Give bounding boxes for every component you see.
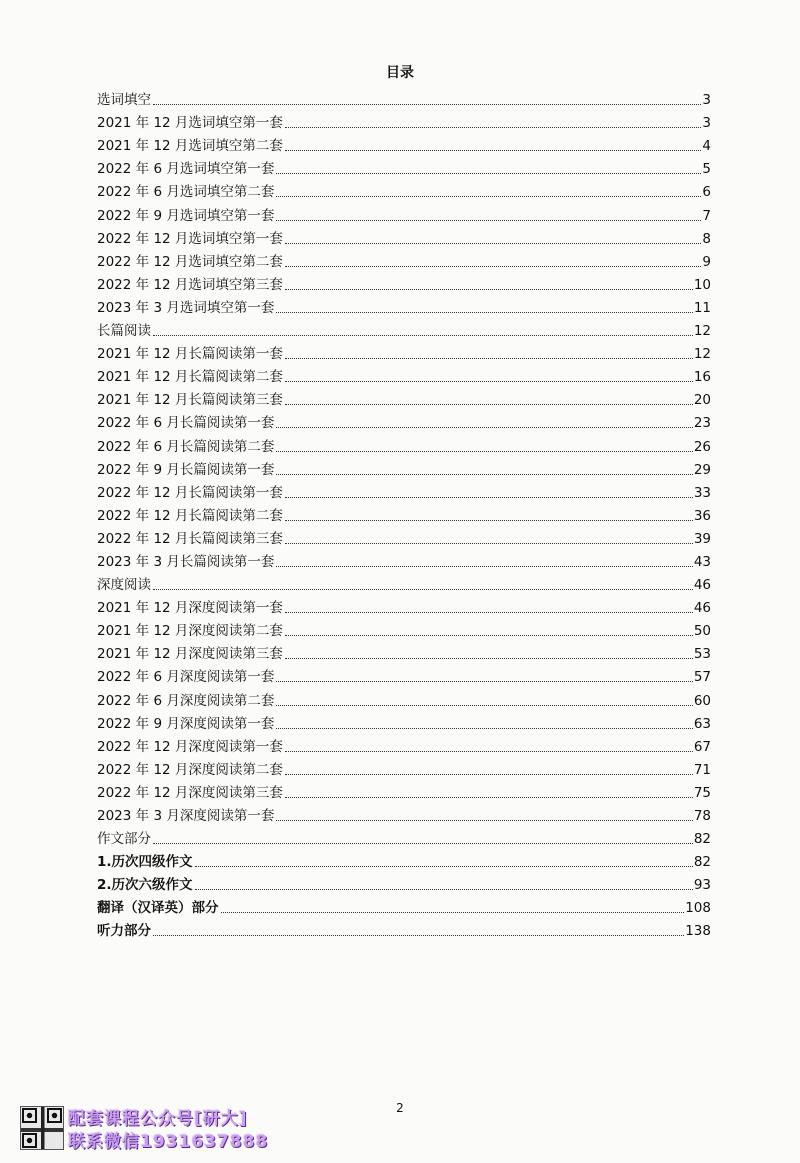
toc-dot-leader: [285, 497, 693, 498]
toc-entry[interactable]: [97, 432, 711, 455]
toc-entry-page: 36: [693, 507, 711, 524]
promo-line-1: 配套课程公众号[研大]: [68, 1109, 248, 1129]
toc-entry-label: 2021 年 12 月长篇阅读第二套: [97, 369, 283, 386]
toc-entry[interactable]: [97, 248, 711, 271]
toc-dot-leader: [285, 358, 693, 359]
toc-dot-leader: [276, 451, 692, 452]
toc-dot-leader: [285, 774, 693, 775]
toc-entry[interactable]: [97, 525, 711, 548]
toc-entry-label: 2022 年 12 月选词填空第二套: [97, 253, 283, 270]
toc-entry-page: 78: [693, 808, 711, 824]
toc-entry-label: 2022 年 12 月长篇阅读第三套: [97, 530, 283, 547]
toc-dot-leader: [285, 543, 693, 544]
toc-dot-leader: [276, 681, 692, 682]
toc-entry[interactable]: [97, 894, 711, 917]
toc-entry[interactable]: [97, 617, 711, 640]
toc-entry-page: 8: [702, 230, 711, 247]
toc-entry-page: 46: [693, 600, 711, 617]
toc-entry-label: 翻译（汉译英）部分: [97, 900, 219, 917]
toc-entry-page: 23: [693, 415, 711, 432]
toc-entry-page: 16: [693, 369, 711, 386]
toc-entry-page: 60: [693, 692, 711, 709]
toc-entry[interactable]: [97, 779, 711, 802]
toc-entry[interactable]: [97, 686, 711, 709]
toc-dot-leader: [285, 150, 701, 151]
toc-entry-label: 2022 年 6 月选词填空第一套: [97, 161, 275, 178]
toc-entry[interactable]: [97, 756, 711, 779]
toc-dot-leader: [276, 705, 692, 706]
toc-entry[interactable]: [97, 109, 711, 132]
toc-entry-page: 26: [693, 438, 711, 455]
toc-dot-leader: [276, 173, 701, 174]
toc-entry[interactable]: [97, 155, 711, 178]
toc-dot-leader: [285, 404, 693, 405]
toc-dot-leader: [276, 196, 701, 197]
toc-entry-label: 2022 年 6 月长篇阅读第一套: [97, 415, 275, 432]
toc-entry[interactable]: [97, 409, 711, 432]
toc-entry-label: 听力部分: [97, 923, 151, 940]
toc-entry-page: 4: [702, 138, 711, 155]
toc-entry-page: 63: [693, 715, 711, 732]
toc-dot-leader: [285, 289, 693, 290]
toc-dot-leader: [153, 843, 693, 844]
toc-entry-label: 深度阅读: [97, 577, 151, 594]
toc-entry-label: 2021 年 12 月长篇阅读第三套: [97, 392, 283, 409]
toc-entry-label: 选词填空: [97, 92, 151, 109]
toc-dot-leader: [285, 612, 693, 613]
toc-entry[interactable]: [97, 271, 711, 294]
toc-entry[interactable]: [97, 917, 711, 940]
toc-dot-leader: [276, 474, 692, 475]
toc-dot-leader: [153, 335, 693, 336]
toc-entry-label: 2022 年 12 月深度阅读第一套: [97, 738, 283, 755]
toc-dot-leader: [285, 127, 701, 128]
toc-entry[interactable]: [97, 640, 711, 663]
toc-title: 目录: [386, 65, 414, 81]
toc-entry-page: 43: [693, 553, 711, 570]
toc-entry[interactable]: [97, 710, 711, 733]
toc-entry-page: 20: [693, 392, 711, 409]
toc-dot-leader: [221, 912, 685, 913]
toc-dot-leader: [285, 751, 693, 752]
toc-entry-page: 93: [693, 877, 711, 894]
toc-entry[interactable]: [97, 502, 711, 525]
toc-entry-page: 9: [702, 253, 711, 270]
toc-entry-label: 2021 年 12 月选词填空第二套: [97, 138, 283, 155]
toc-entry-page: 82: [693, 854, 711, 871]
toc-entry-page: 67: [693, 738, 711, 755]
toc-entry-label: 2022 年 6 月深度阅读第一套: [97, 669, 275, 686]
toc-entry[interactable]: [97, 294, 711, 317]
toc-entry-label: 2022 年 12 月深度阅读第三套: [97, 784, 283, 801]
toc-entry-page: 33: [693, 484, 711, 501]
toc-entry[interactable]: [97, 733, 711, 756]
toc-dot-leader: [285, 658, 693, 659]
toc-entry-page: 12: [693, 323, 711, 340]
toc-entry-label: 2022 年 12 月深度阅读第二套: [97, 761, 283, 778]
toc-entry[interactable]: [97, 363, 711, 386]
toc-entry[interactable]: [97, 548, 711, 571]
toc-entry[interactable]: [97, 201, 711, 224]
toc-entry-label: 2.历次六级作文: [97, 877, 193, 894]
toc-dot-leader: [285, 635, 693, 636]
toc-dot-leader: [276, 566, 692, 567]
toc-entry[interactable]: [97, 594, 711, 617]
toc-entry[interactable]: [97, 86, 711, 109]
toc-entry-page: 7: [702, 207, 711, 224]
toc-entry-page: 71: [693, 761, 711, 778]
toc-entry-label: 2023 年 3 月选词填空第一套: [97, 299, 275, 316]
toc-dot-leader: [153, 589, 693, 590]
toc-dot-leader: [276, 312, 692, 313]
toc-entry[interactable]: [97, 479, 711, 502]
page-number: 2: [396, 1101, 404, 1115]
toc-entry-page: 12: [693, 346, 711, 363]
toc-entry[interactable]: [97, 456, 711, 479]
toc-entry-page: 3: [702, 115, 711, 132]
toc-dot-leader: [285, 266, 701, 267]
toc-dot-leader: [195, 866, 693, 867]
toc-entry[interactable]: [97, 178, 711, 201]
toc-entry-page: 29: [693, 461, 711, 478]
toc-entry-page: 138: [685, 923, 711, 940]
toc-dot-leader: [153, 104, 701, 105]
toc-dot-leader: [285, 381, 693, 382]
toc-entry-label: 2022 年 12 月长篇阅读第二套: [97, 507, 283, 524]
footer-watermark: [20, 1104, 320, 1154]
toc-entry-label: 作文部分: [97, 831, 151, 848]
toc-entry-page: 3: [702, 92, 711, 109]
toc-dot-leader: [153, 935, 684, 936]
toc-entry-page: 50: [693, 623, 711, 640]
toc-entry-label: 2023 年 3 月深度阅读第一套: [97, 808, 275, 824]
toc-entry[interactable]: [97, 825, 711, 848]
toc-entry-page: 75: [693, 784, 711, 801]
toc-entry-page: 53: [693, 646, 711, 663]
toc-entry-label: 2021 年 12 月选词填空第一套: [97, 115, 283, 132]
toc-dot-leader: [285, 520, 693, 521]
toc-entry-label: 2022 年 12 月长篇阅读第一套: [97, 484, 283, 501]
table-of-contents: [97, 86, 711, 940]
toc-dot-leader: [276, 728, 692, 729]
toc-entry[interactable]: [97, 802, 711, 825]
toc-entry-label: 2022 年 9 月深度阅读第一套: [97, 715, 275, 732]
toc-dot-leader: [276, 220, 701, 221]
toc-entry[interactable]: [97, 225, 711, 248]
toc-entry-page: 10: [693, 276, 711, 293]
toc-entry-label: 2022 年 6 月深度阅读第二套: [97, 692, 275, 709]
toc-entry-label: 2022 年 6 月长篇阅读第二套: [97, 438, 275, 455]
toc-entry[interactable]: [97, 132, 711, 155]
toc-dot-leader: [285, 797, 693, 798]
toc-entry-page: 46: [693, 577, 711, 594]
toc-entry[interactable]: [97, 871, 711, 894]
toc-entry-label: 2022 年 12 月选词填空第三套: [97, 276, 283, 293]
toc-entry[interactable]: [97, 571, 711, 594]
toc-entry-page: 82: [693, 831, 711, 848]
toc-entry-label: 1.历次四级作文: [97, 854, 193, 871]
toc-entry-label: 2021 年 12 月深度阅读第二套: [97, 623, 283, 640]
toc-entry-label: 2022 年 12 月选词填空第一套: [97, 230, 283, 247]
toc-entry[interactable]: [97, 317, 711, 340]
toc-entry[interactable]: [97, 386, 711, 409]
toc-entry-label: 2021 年 12 月深度阅读第一套: [97, 600, 283, 617]
toc-entry-page: 39: [693, 530, 711, 547]
toc-entry-page: 6: [702, 184, 711, 201]
toc-dot-leader: [276, 820, 692, 821]
toc-entry[interactable]: [97, 848, 711, 871]
toc-entry-page: 108: [685, 900, 711, 917]
toc-entry-page: 11: [693, 299, 711, 316]
qr-code-icon: [20, 1106, 64, 1150]
toc-entry-label: 2022 年 9 月长篇阅读第一套: [97, 461, 275, 478]
toc-entry[interactable]: [97, 340, 711, 363]
toc-entry[interactable]: [97, 663, 711, 686]
toc-dot-leader: [276, 427, 692, 428]
toc-entry-page: 5: [702, 161, 711, 178]
toc-entry-label: 2022 年 9 月选词填空第一套: [97, 207, 275, 224]
promo-line-2: 联系微信1931637888: [68, 1132, 269, 1152]
toc-entry-label: 2021 年 12 月长篇阅读第一套: [97, 346, 283, 363]
toc-entry-label: 2021 年 12 月深度阅读第三套: [97, 646, 283, 663]
toc-entry-label: 2023 年 3 月长篇阅读第一套: [97, 553, 275, 570]
toc-dot-leader: [195, 889, 693, 890]
toc-dot-leader: [285, 243, 701, 244]
toc-entry-page: 57: [693, 669, 711, 686]
toc-entry-label: 2022 年 6 月选词填空第二套: [97, 184, 275, 201]
toc-entry-label: 长篇阅读: [97, 323, 151, 340]
